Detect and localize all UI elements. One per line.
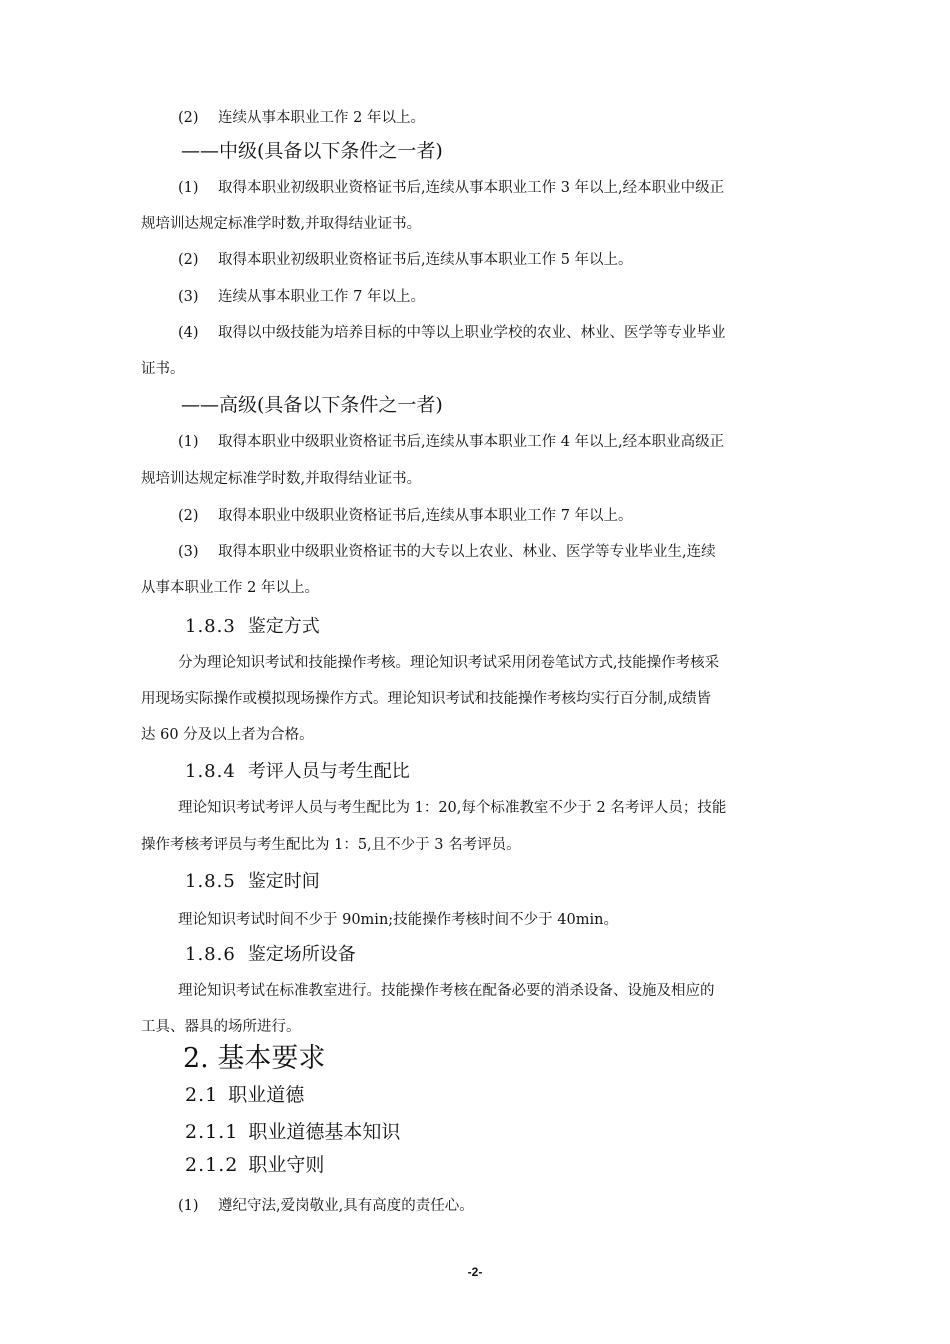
list-text: 连续从事本职业工作 2 年以上。 bbox=[218, 110, 425, 126]
list-number: (1) bbox=[178, 180, 199, 196]
section-title: 鉴定时间 bbox=[247, 871, 320, 892]
page-number: -2- bbox=[467, 1265, 483, 1279]
intermediate-heading: ——中级(具备以下条件之一者) bbox=[181, 140, 443, 162]
list-text: 连续从事本职业工作 7 年以上。 bbox=[218, 289, 425, 305]
list-text: 取得以中级技能为培养目标的中等以上职业学校的农业、林业、医学等专业毕业 bbox=[218, 325, 726, 341]
list-text: 取得本职业中级职业资格证书后,连续从事本职业工作 4 年以上,经本职业高级正 bbox=[218, 434, 725, 450]
section-title: 鉴定方式 bbox=[247, 616, 320, 637]
section-number: 2.1 bbox=[185, 1084, 219, 1106]
section-number: 1.8.6 bbox=[185, 944, 236, 965]
section-title: 职业守则 bbox=[248, 1154, 325, 1176]
section-2-1-heading bbox=[185, 1083, 304, 1107]
senior-condition-1-cont: 规培训达规定标准学时数,并取得结业证书。 bbox=[141, 471, 422, 487]
section-title: 职业道德基本知识 bbox=[248, 1121, 401, 1143]
section-number: 2.1.2 bbox=[185, 1154, 239, 1176]
senior-condition-3-cont: 从事本职业工作 2 年以上。 bbox=[141, 580, 319, 596]
section-1-8-3-line-1: 分为理论知识考试和技能操作考核。理论知识考试采用闭卷笔试方式,技能操作考核采 bbox=[178, 655, 720, 671]
section-number: 1.8.4 bbox=[185, 761, 236, 782]
list-text: 取得本职业中级职业资格证书后,连续从事本职业工作 7 年以上。 bbox=[218, 508, 633, 524]
list-text: 取得本职业初级职业资格证书后,连续从事本职业工作 5 年以上。 bbox=[218, 252, 633, 268]
senior-condition-2 bbox=[178, 506, 633, 526]
intermediate-condition-3 bbox=[178, 287, 425, 307]
section-title: 职业道德 bbox=[228, 1084, 305, 1106]
section-1-8-3-heading bbox=[185, 615, 320, 639]
section-2-1-2-heading bbox=[185, 1153, 324, 1177]
intermediate-condition-1-cont: 规培训达规定标准学时数,并取得结业证书。 bbox=[141, 216, 422, 232]
list-number: (1) bbox=[178, 434, 199, 450]
section-1-8-4-line-1: 理论知识考试考评人员与考生配比为 1：20,每个标准教室不少于 2 名考评人员；技能 bbox=[178, 800, 727, 816]
section-title: 考评人员与考生配比 bbox=[247, 761, 410, 782]
intermediate-condition-1 bbox=[178, 178, 724, 198]
list-text: 取得本职业初级职业资格证书后,连续从事本职业工作 3 年以上,经本职业中级正 bbox=[218, 180, 725, 196]
section-1-8-3-line-3: 达 60 分及以上者为合格。 bbox=[141, 727, 314, 743]
section-number: 2.1.1 bbox=[185, 1121, 239, 1143]
intermediate-condition-4 bbox=[178, 323, 726, 343]
section-number: 1.8.3 bbox=[185, 616, 236, 637]
section-1-8-3-line-2: 用现场实际操作或模拟现场操作方式。理论知识考试和技能操作考核均实行百分制,成绩皆 bbox=[141, 691, 712, 707]
senior-condition-3 bbox=[178, 542, 716, 562]
list-number: (1) bbox=[178, 1198, 199, 1214]
list-number: (2) bbox=[178, 252, 199, 268]
list-number: (2) bbox=[178, 110, 199, 126]
list-number: (4) bbox=[178, 325, 199, 341]
section-1-8-6-line-1: 理论知识考试在标准教室进行。技能操作考核在配备必要的消杀设备、设施及相应的 bbox=[178, 983, 715, 999]
section-1-8-4-line-2: 操作考核考评员与考生配比为 1：5,且不少于 3 名考评员。 bbox=[141, 837, 521, 853]
section-1-8-4-heading bbox=[185, 760, 410, 784]
intermediate-condition-4-cont: 证书。 bbox=[141, 361, 185, 377]
section-2-1-1-heading bbox=[185, 1120, 400, 1144]
section-1-8-5-heading bbox=[185, 870, 320, 894]
section-1-8-6-heading bbox=[185, 943, 356, 967]
list-text: 遵纪守法,爱岗敬业,具有高度的责任心。 bbox=[218, 1198, 474, 1214]
list-text: 取得本职业中级职业资格证书的大专以上农业、林业、医学等专业毕业生,连续 bbox=[218, 544, 716, 560]
section-title: 鉴定场所设备 bbox=[247, 944, 356, 965]
list-number: (2) bbox=[178, 508, 199, 524]
list-number: (3) bbox=[178, 289, 199, 305]
junior-condition-2 bbox=[178, 108, 425, 128]
intermediate-condition-2 bbox=[178, 250, 633, 270]
section-number: 1.8.5 bbox=[185, 871, 236, 892]
section-1-8-6-line-2: 工具、器具的场所进行。 bbox=[141, 1019, 301, 1035]
section-1-8-5-line-1: 理论知识考试时间不少于 90min;技能操作考核时间不少于 40min。 bbox=[178, 912, 618, 928]
chapter-2-heading: 2. 基本要求 bbox=[183, 1043, 326, 1074]
senior-condition-1 bbox=[178, 432, 724, 452]
rule-1 bbox=[178, 1196, 474, 1216]
senior-heading: ——高级(具备以下条件之一者) bbox=[181, 394, 443, 416]
list-number: (3) bbox=[178, 544, 199, 560]
